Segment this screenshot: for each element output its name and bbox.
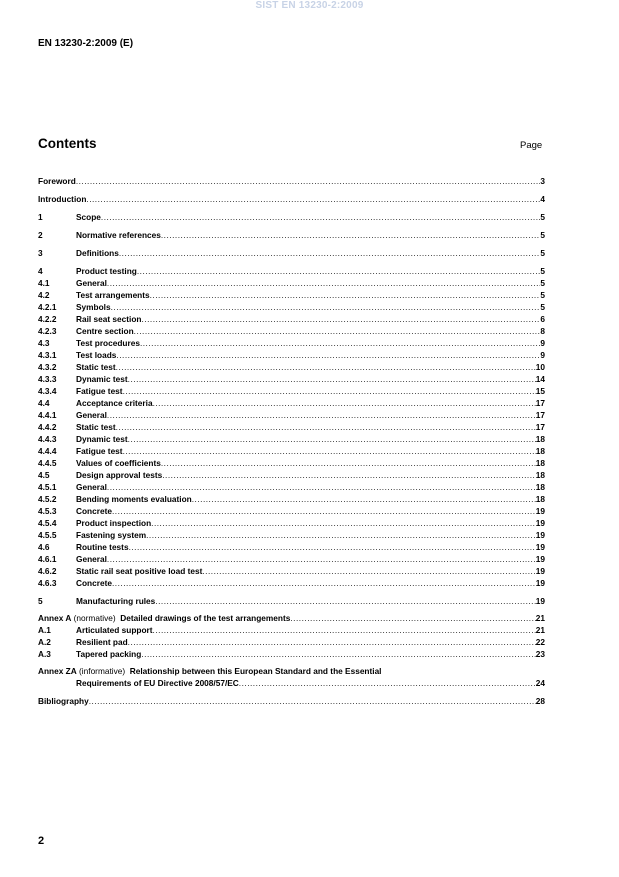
toc-leader-dots: [112, 577, 536, 589]
toc-entry-number: 4.2.3: [38, 326, 57, 336]
toc-leader-dots: [155, 595, 535, 607]
toc-leader-dots: [107, 553, 536, 565]
toc-entry[interactable]: [38, 265, 545, 277]
toc-entry-title: Centre section: [76, 326, 134, 336]
toc-entry-number: 4.5.3: [38, 506, 57, 516]
toc-entry-title: Bibliography: [38, 696, 89, 706]
toc-entry[interactable]: [38, 301, 545, 313]
toc-entry[interactable]: [38, 385, 545, 397]
toc-leader-dots: [123, 445, 536, 457]
toc-entry-page: 5: [540, 266, 545, 276]
toc-entry[interactable]: [38, 517, 545, 529]
toc-leader-dots: [146, 529, 536, 541]
toc-entry-title: Dynamic test: [76, 434, 128, 444]
toc-entry-page: 19: [535, 506, 545, 516]
toc-entry-page: 9: [540, 350, 545, 360]
toc-leader-dots: [162, 469, 536, 481]
toc-entry-title: Bending moments evaluation: [76, 494, 192, 504]
toc-entry-number: A.1: [38, 625, 51, 635]
toc-entry[interactable]: [38, 648, 545, 660]
toc-leader-dots: [128, 433, 536, 445]
toc-entry[interactable]: [38, 409, 545, 421]
toc-entry-number: A.2: [38, 637, 51, 647]
document-id: EN 13230-2:2009 (E): [38, 38, 134, 49]
toc-leader-dots: [123, 385, 536, 397]
toc-entry-number: 4.3: [38, 338, 50, 348]
toc-entry-page: 3: [540, 176, 545, 186]
toc-entry[interactable]: [38, 229, 545, 241]
toc-entry-page: 17: [535, 398, 545, 408]
toc-entry-page: 5: [540, 302, 545, 312]
toc-entry-title: Values of coefficients: [76, 458, 161, 468]
table-of-contents: [38, 175, 545, 707]
toc-entry-title: Foreword: [38, 176, 76, 186]
annex-note: (normative): [71, 613, 121, 623]
toc-leader-dots: [134, 325, 541, 337]
toc-entry-page: 18: [535, 482, 545, 492]
toc-entry-title: Dynamic test: [76, 374, 128, 384]
annex-note: (informative): [76, 666, 130, 676]
toc-leader-dots: [137, 265, 541, 277]
toc-entry-page: 19: [535, 542, 545, 552]
toc-entry-page: 21: [535, 613, 545, 623]
toc-leader-dots: [153, 397, 536, 409]
toc-entry-title: Design approval tests: [76, 470, 163, 480]
toc-entry[interactable]: [38, 373, 545, 385]
toc-leader-dots: [239, 677, 536, 689]
toc-entry-title: Fatigue test: [76, 386, 123, 396]
toc-entry[interactable]: [38, 277, 545, 289]
toc-entry-title: Static test: [76, 422, 116, 432]
toc-entry-title: Fastening system: [76, 530, 147, 540]
toc-entry[interactable]: [38, 493, 545, 505]
toc-entry-title: Acceptance criteria: [76, 398, 153, 408]
toc-entry-page: 18: [535, 458, 545, 468]
toc-entry-title: Test loads: [76, 350, 117, 360]
toc-entry[interactable]: [38, 445, 545, 457]
toc-leader-dots: [119, 247, 541, 259]
toc-entry-title: Fatigue test: [76, 446, 123, 456]
toc-entry-page: 23: [535, 649, 545, 659]
toc-entry[interactable]: [38, 577, 545, 589]
annex-title: Relationship between this European Standard and the Essential: [129, 666, 382, 676]
toc-entry-number: 4.6: [38, 542, 50, 552]
toc-entry-number: 3: [38, 248, 43, 258]
toc-entry-title: Product testing: [76, 266, 137, 276]
toc-entry-number: 4.5: [38, 470, 50, 480]
toc-entry-number: 4.4.2: [38, 422, 57, 432]
toc-leader-dots: [116, 421, 536, 433]
toc-entry-page: 5: [540, 278, 545, 288]
toc-entry-page: 14: [535, 374, 545, 384]
toc-leader-dots: [116, 361, 536, 373]
toc-leader-dots: [153, 624, 536, 636]
toc-entry-number: 4.3.4: [38, 386, 57, 396]
toc-entry-title: Tapered packing: [76, 649, 142, 659]
toc-leader-dots: [151, 517, 536, 529]
toc-entry-page: 10: [535, 362, 545, 372]
toc-entry-title: Manufacturing rules: [76, 596, 156, 606]
toc-leader-dots: [202, 565, 535, 577]
toc-entry-page: 8: [540, 326, 545, 336]
toc-entry[interactable]: [38, 349, 545, 361]
toc-entry-title: General: [76, 554, 107, 564]
toc-entry-number: 4.4.3: [38, 434, 57, 444]
toc-entry-number: A.3: [38, 649, 51, 659]
toc-leader-dots: [107, 409, 536, 421]
toc-entry[interactable]: [38, 565, 545, 577]
toc-entry[interactable]: [38, 612, 545, 624]
toc-entry-page: 19: [535, 518, 545, 528]
toc-entry-page: 19: [535, 596, 545, 606]
toc-leader-dots: [107, 481, 536, 493]
toc-leader-dots: [112, 505, 536, 517]
toc-entry-page: 9: [540, 338, 545, 348]
toc-entry-page: 5: [540, 230, 545, 240]
toc-entry-title: Static rail seat positive load test: [76, 566, 203, 576]
toc-entry-number: 4.6.3: [38, 578, 57, 588]
annex-label: Annex ZA: [38, 666, 77, 676]
toc-entry[interactable]: [38, 541, 545, 553]
toc-entry-title: [38, 612, 290, 624]
toc-entry[interactable]: [38, 505, 545, 517]
toc-leader-dots: [116, 349, 540, 361]
toc-entry[interactable]: [38, 529, 545, 541]
toc-entry-page: 5: [540, 248, 545, 258]
toc-entry-page: 4: [540, 194, 545, 204]
toc-entry-number: 4.6.2: [38, 566, 57, 576]
toc-entry-page: 18: [535, 446, 545, 456]
toc-entry-number: 5: [38, 596, 43, 606]
footer-page-number: 2: [38, 835, 45, 847]
toc-leader-dots: [128, 636, 536, 648]
toc-entry-number: 4.6.1: [38, 554, 57, 564]
toc-entry-number: 4.3.2: [38, 362, 57, 372]
page-title: Contents: [38, 136, 97, 151]
toc-leader-dots: [128, 373, 536, 385]
toc-entry[interactable]: [38, 665, 545, 677]
toc-entry-title: Routine tests: [76, 542, 129, 552]
toc-entry[interactable]: [38, 313, 545, 325]
toc-entry-page: 28: [535, 696, 545, 706]
toc-entry-title: General: [76, 410, 107, 420]
toc-entry-page: 24: [535, 678, 545, 688]
toc-entry[interactable]: [38, 337, 545, 349]
toc-leader-dots: [161, 229, 541, 241]
toc-leader-dots: [129, 541, 536, 553]
toc-entry-number: 4.1: [38, 278, 50, 288]
toc-entry[interactable]: [38, 325, 545, 337]
toc-entry-number: 4.5.4: [38, 518, 57, 528]
toc-entry-page: 21: [535, 625, 545, 635]
toc-entry-title: Concrete: [76, 578, 112, 588]
toc-entry[interactable]: [38, 457, 545, 469]
toc-entry-number: 4.4.1: [38, 410, 57, 420]
toc-entry-number: 4.4: [38, 398, 50, 408]
toc-entry-page: 17: [535, 422, 545, 432]
toc-leader-dots: [76, 175, 541, 187]
toc-entry[interactable]: [38, 636, 545, 648]
toc-entry-title: Symbols: [76, 302, 111, 312]
toc-leader-dots: [192, 493, 536, 505]
toc-entry[interactable]: [38, 481, 545, 493]
toc-entry-page: 19: [535, 554, 545, 564]
annex-label: Annex A: [38, 613, 72, 623]
toc-entry-title: Concrete: [76, 506, 112, 516]
toc-entry-number: 4.3.3: [38, 374, 57, 384]
toc-entry-page: 18: [535, 470, 545, 480]
toc-entry-number: 1: [38, 212, 43, 222]
toc-entry[interactable]: [38, 553, 545, 565]
toc-entry-page: 15: [535, 386, 545, 396]
toc-entry-title: Requirements of EU Directive 2008/57/EC: [76, 678, 239, 688]
toc-entry[interactable]: [38, 469, 545, 481]
toc-entry-page: 5: [540, 212, 545, 222]
toc-entry-number: 4.2.1: [38, 302, 57, 312]
toc-entry-number: 4.4.4: [38, 446, 57, 456]
toc-leader-dots: [101, 211, 540, 223]
annex-title: Detailed drawings of the test arrangements: [120, 613, 291, 623]
toc-entry[interactable]: [38, 211, 545, 223]
toc-entry[interactable]: [38, 677, 545, 689]
toc-entry-title: Introduction: [38, 194, 87, 204]
toc-entry-page: 6: [540, 314, 545, 324]
toc-entry-page: 22: [535, 637, 545, 647]
toc-entry[interactable]: [38, 421, 545, 433]
toc-entry-title: Product inspection: [76, 518, 152, 528]
toc-leader-dots: [141, 648, 535, 660]
toc-entry-page: 19: [535, 566, 545, 576]
toc-leader-dots: [107, 277, 540, 289]
toc-leader-dots: [161, 457, 536, 469]
watermark: SIST EN 13230-2:2009: [255, 0, 364, 11]
toc-leader-dots: [141, 313, 540, 325]
toc-entry-title: General: [76, 482, 107, 492]
toc-entry-page: 19: [535, 578, 545, 588]
toc-entry-page: 5: [540, 290, 545, 300]
toc-entry-number: 4: [38, 266, 43, 276]
toc-entry-page: 17: [535, 410, 545, 420]
toc-entry-number: 4.4.5: [38, 458, 57, 468]
toc-entry[interactable]: [38, 289, 545, 301]
toc-entry-title: Test procedures: [76, 338, 140, 348]
toc-entry-title: Static test: [76, 362, 116, 372]
page-column-label: Page: [520, 140, 543, 151]
toc-entry-title: Rail seat section: [76, 314, 142, 324]
toc-entry-title: Definitions: [76, 248, 119, 258]
toc-entry-number: 4.5.1: [38, 482, 57, 492]
toc-entry-title: [38, 665, 381, 677]
toc-entry-number: 4.5.2: [38, 494, 57, 504]
toc-entry-title: General: [76, 278, 107, 288]
toc-entry-title: Resilient pad: [76, 637, 128, 647]
toc-entry-number: 4.2: [38, 290, 50, 300]
toc-entry-number: 2: [38, 230, 43, 240]
toc-entry[interactable]: [38, 433, 545, 445]
toc-entry[interactable]: [38, 247, 545, 259]
toc-entry-number: 4.2.2: [38, 314, 57, 324]
toc-leader-dots: [140, 337, 540, 349]
toc-entry-page: 18: [535, 434, 545, 444]
toc-leader-dots: [290, 612, 535, 624]
toc-entry-title: Test arrangements: [76, 290, 150, 300]
toc-entry[interactable]: [38, 397, 545, 409]
toc-leader-dots: [150, 289, 541, 301]
toc-entry-title: Articulated support: [76, 625, 153, 635]
toc-entry[interactable]: [38, 595, 545, 607]
toc-entry-title: Normative references: [76, 230, 161, 240]
toc-entry-number: 4.5.5: [38, 530, 57, 540]
toc-entry[interactable]: [38, 175, 545, 187]
toc-entry[interactable]: [38, 193, 545, 205]
toc-entry[interactable]: [38, 695, 545, 707]
toc-entry[interactable]: [38, 361, 545, 373]
toc-leader-dots: [111, 301, 541, 313]
toc-entry-page: 19: [535, 530, 545, 540]
toc-entry-number: 4.3.1: [38, 350, 57, 360]
toc-leader-dots: [86, 193, 540, 205]
toc-leader-dots: [89, 695, 536, 707]
toc-entry-title: Scope: [76, 212, 101, 222]
toc-entry[interactable]: [38, 624, 545, 636]
toc-entry-page: 18: [535, 494, 545, 504]
